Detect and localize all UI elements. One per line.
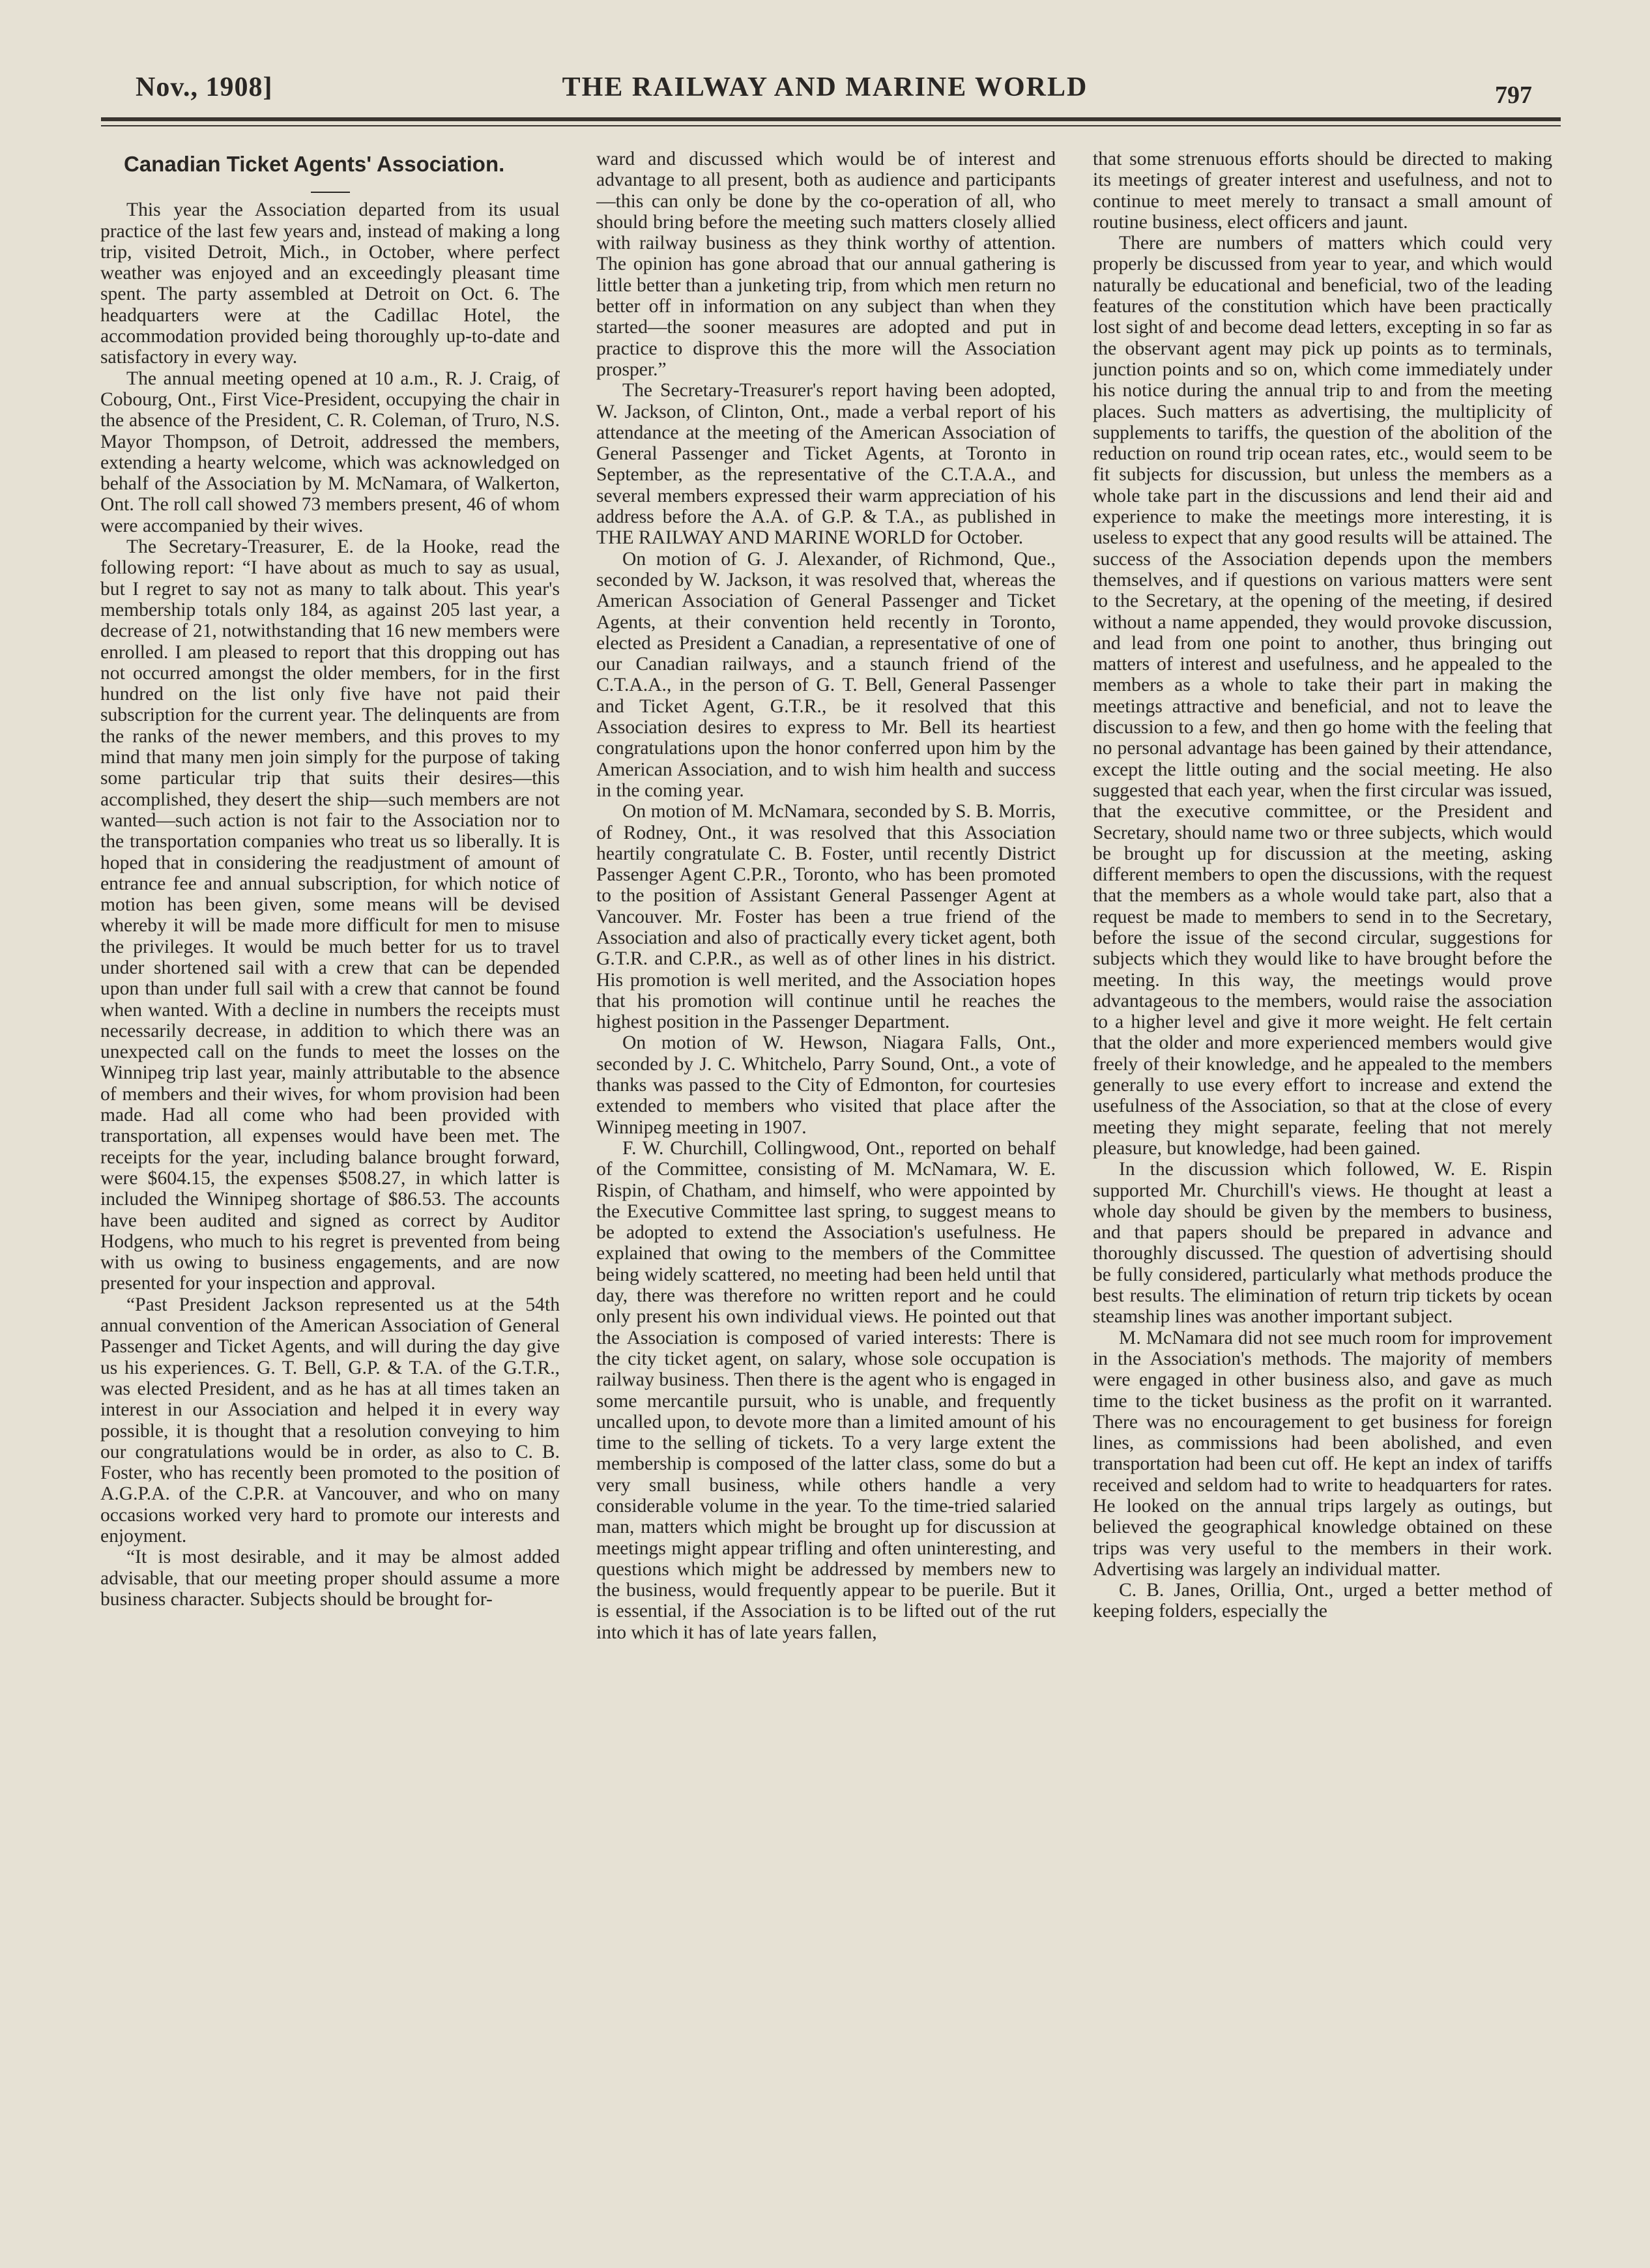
header-rule-thin (101, 125, 1561, 126)
paragraph: In the discussion which followed, W. E. Rispin supported Mr. Churchill's views. He thought at least a whole day should be given by the members to business, and that papers should be prepared in advance and thoroughly discussed. The question of advertising should be fully considered, particularly what methods produce the best results. The elimination of return trip tickets by ocean steamship lines was another important subject. (1093, 1159, 1552, 1328)
header-rule (101, 117, 1561, 121)
paragraph: On motion of G. J. Alexander, of Richmond, Que., seconded by W. Jackson, it was resolved that, whereas the American Association of General Passenger and Ticket Agents, at their convention held recently in Toronto, elected as President a Canadian, a representative of one of our Canadian railways, and a staunch friend of the C.T.A.A., in the person of G. T. Bell, General Passenger and Ticket Agent, G.T.R., be it resolved that this Association desires to express to Mr. Bell its heartiest congratulations upon the honor conferred upon him by the American Association, and to wish him health and success in the coming year. (596, 548, 1056, 801)
column-2 (596, 149, 1056, 2162)
article-title: Canadian Ticket Agents' Association. (124, 152, 505, 176)
journal-title: THE RAILWAY AND MARINE WORLD (562, 72, 1088, 102)
paragraph: F. W. Churchill, Collingwood, Ont., reported on behalf of the Committee, consisting of M. McNamara, W. E. Rispin, of Chatham, and himself, who were appointed by the Executive Committee last spring, to suggest means to be adopted to extend the Association's usefulness. He explained that owing to the members of the Committee being widely scattered, no meeting had been held until that day, there was therefore no written report and he could only present his own individual views. He pointed out that the Association is composed of varied interests: There is the city ticket agent, on salary, whose sole occupation is railway business. Then there is the agent who is engaged in some mercantile pursuit, who is unable, and frequently uncalled upon, to devote more than a limited amount of his time to the selling of tickets. To a very large extent the membership is composed of the latter class, some do but a very small business, while others handle a very considerable volume in the year. To the time-tried salaried man, matters which might be brought up for discussion at meetings might appear trifling and often uninteresting, and questions which might be addressed by members new to the business, would frequently appear to be puerile. But it is essential, if the Association is to be lifted out of the rut into which it has of late years fallen, (596, 1137, 1056, 1643)
running-header (0, 72, 1650, 117)
paragraph: The Secretary-Treasurer, E. de la Hooke, read the following report: “I have about as much to say as usual, but I regret to say not as many to talk about. This year's membership totals only 184, as against 205 last year, a decrease of 21, notwithstanding that 16 new members were enrolled. I am pleased to report that this dropping out has not occurred amongst the older members, for in the first hundred on the list only five have not paid their subscription for the current year. The delinquents are from the ranks of the newer members, and this proves to my mind that many men join simply for the purpose of taking some particular trip that suits their desires—this accomplished, they desert the ship—such members are not wanted—such action is not fair to the Association nor to the transportation companies who treat us so liberally. It is hoped that in considering the readjustment of amount of entrance fee and annual subscription, for which notice of motion has been given, some means will be devised whereby it will be made more difficult for men to misuse the privileges. It would be much better for us to travel under shortened sail with a crew that can be depended upon than under full sail with a crew that cannot be found when wanted. With a decline in numbers the receipts must necessarily decrease, in addition to which there was an unexpected call on the funds to meet the losses on the Winnipeg trip last year, mainly attributable to the absence of members and their wives, for whom provision had been made. Had all come who had been provided with transportation, all expenses would have been met. The receipts for the year, including balance brought forward, were $604.15, the expenses $508.27, in which latter is included the Winnipeg shortage of $86.53. The accounts have been audited and signed as correct by Auditor Hodgens, who much to his regret is prevented from being with us owing to business engagements, and are now presented for your inspection and approval. (100, 536, 560, 1294)
paragraph: “It is most desirable, and it may be almost added advisable, that our meeting proper should assume a more business character. Subjects should be brought for- (100, 1547, 560, 1610)
paragraph: The annual meeting opened at 10 a.m., R. J. Craig, of Cobourg, Ont., First Vice-President, occupying the chair in the absence of the President, C. R. Coleman, of Truro, N.S. Mayor Thompson, of Detroit, addressed the members, extending a hearty welcome, which was acknowledged on behalf of the Association by M. McNamara, of Walkerton, Ont. The roll call showed 73 members present, 46 of whom were accompanied by their wives. (100, 368, 560, 536)
paragraph: ward and discussed which would be of interest and advantage to all present, both as audience and participants—this can only be done by the co-operation of all, who should bring before the meeting such matters closely allied with railway business as they think worthy of attention. The opinion has gone abroad that our annual gathering is little better than a junketing trip, from which men return no better off in information on any subject than when they started—the sooner measures are adopted and put in practice to disprove this the more will the Association prosper.” (596, 149, 1056, 380)
paragraph: On motion of M. McNamara, seconded by S. B. Morris, of Rodney, Ont., it was resolved that this Association heartily congratulate C. B. Foster, until recently District Passenger Agent C.P.R., Toronto, who has been promoted to the position of Assistant General Passenger Agent at Vancouver. Mr. Foster has been a true friend of the Association and also of practically every ticket agent, both G.T.R. and C.P.R., as well as of other lines in his district. His promotion is well merited, and the Association hopes that his promotion will continue until he reaches the highest position in the Passenger Department. (596, 801, 1056, 1033)
column-1 (100, 149, 560, 2162)
page-number: 797 (1495, 81, 1532, 109)
paragraph: C. B. Janes, Orillia, Ont., urged a better method of keeping folders, especially the (1093, 1580, 1552, 1622)
paragraph: On motion of W. Hewson, Niagara Falls, Ont., seconded by J. C. Whitchelo, Parry Sound, Ont., a vote of thanks was passed to the City of Edmonton, for courtesies extended to members who visited that place after the Winnipeg meeting in 1907. (596, 1032, 1056, 1138)
paragraph: This year the Association departed from its usual practice of the last few years and, instead of making a long trip, visited Detroit, Mich., in October, where perfect weather was enjoyed and an exceedingly pleasant time spent. The party assembled at Detroit on Oct. 6. The headquarters were at the Cadillac Hotel, the accommodation provided being thoroughly up-to-date and satisfactory in every way. (100, 199, 560, 368)
title-dash (100, 184, 560, 197)
issue-date: Nov., 1908] (136, 72, 273, 102)
paragraph: “Past President Jackson represented us at the 54th annual convention of the American Association of General Passenger and Ticket Agents, and will during the day give us his experiences. G. T. Bell, G.P. & T.A. of the G.T.R., was elected President, and as he has at all times taken an interest in our Association and helped it in every way possible, it is thought that a resolution conveying to him our congratulations would be in order, as also to C. B. Foster, who has recently been promoted to the position of A.G.P.A. of the C.P.R. at Vancouver, and who on many occasions worked very hard to promote our interests and enjoyment. (100, 1294, 560, 1547)
paragraph: M. McNamara did not see much room for improvement in the Association's methods. The majority of members were engaged in other business also, and gave as much time to the ticket business as the profit on it warranted. There was no encouragement to get business for foreign lines, as commissions had been abolished, and even transportation had been cut off. He kept an index of tariffs received and seldom had to write to headquarters for rates. He looked on the annual trips largely as outings, but believed the geographical knowledge obtained on these trips was very useful to the members in their work. Advertising was largely an individual matter. (1093, 1327, 1552, 1580)
paragraph: There are numbers of matters which could very properly be discussed from year to year, and which would naturally be educational and beneficial, two of the leading features of the constitution which have been practically lost sight of and become dead letters, excepting in so far as the observant agent may pick up points as to terminals, junction points and so on, which come immediately under his notice during the annual trip to and from the meeting places. Such matters as advertising, the multiplicity of supplements to tariffs, the question of the abolition of the reduction on round trip ocean rates, etc., would seem to be fit subjects for discussion, but unless the members as a whole take part in the discussions and lend their aid and experience to make the meetings more interesting, it is useless to expect that any good results will be attained. The success of the Association depends upon the members themselves, and if questions on various matters were sent to the Secretary, at the opening of the meeting, if desired without a name appended, they would provoke discussion, and lead from one point to another, thus bringing out matters of interest and usefulness, and he appealed to the members as a whole to take their part in making the meetings attractive and beneficial, and not to leave the discussion to a few, and then go home with the feeling that no personal advantage has been gained by their attendance, except the little outing and the social meeting. He also suggested that each year, when the first circular was issued, that the executive committee, or the President and Secretary, should name two or three subjects, which would be brought up for discussion at the meeting, asking different members to open the discussions, with the request that the members as a whole would take part, also that a request be made to members to send in to the Secretary, before the issue of the second circular, suggestions for subjects which they would like to have brought before the meeting. In this way, the meetings would prove advantageous to the members, would raise the association to a higher level and give it more weight. He felt certain that the older and more experienced members would give freely of their knowledge, and he appealed to the members generally to use every effort to increase and extend the usefulness of the Association, so that at the close of every meeting they might separate, feeling that not merely pleasure, but knowledge, had been gained. (1093, 233, 1552, 1159)
paragraph: The Secretary-Treasurer's report having been adopted, W. Jackson, of Clinton, Ont., made a verbal report of his attendance at the meeting of the American Association of General Passenger and Ticket Agents, at Toronto in September, as the representative of the C.T.A.A., and several members expressed their warm appreciation of his address before the A.A. of G.P. & T.A., as published in THE RAILWAY AND MARINE WORLD for October. (596, 380, 1056, 549)
paragraph: that some strenuous efforts should be directed to making its meetings of greater interest and usefulness, and not to continue to meet merely to transact a small amount of routine business, elect officers and jaunt. (1093, 149, 1552, 233)
column-3 (1093, 149, 1552, 2162)
